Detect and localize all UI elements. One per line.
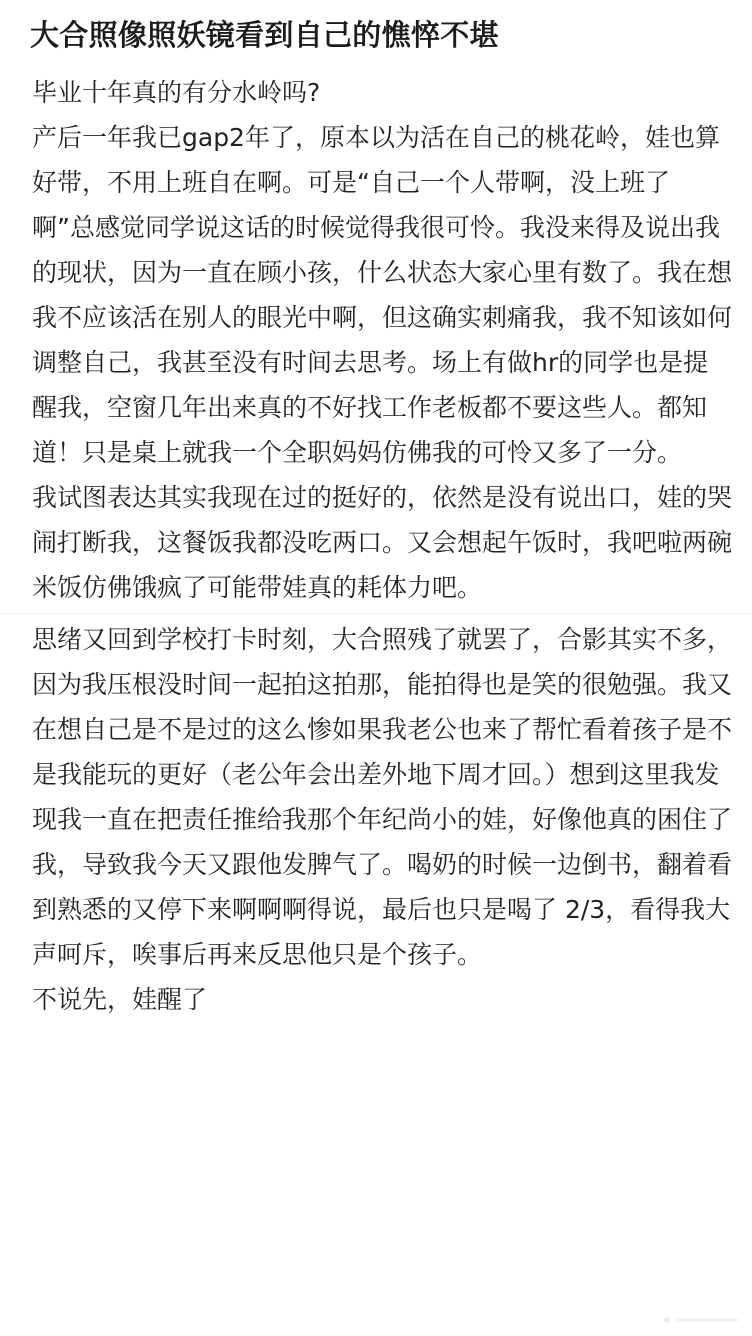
watermark-dot-icon [664, 1317, 670, 1323]
post-paragraph: 产后一年我已gap2年了，原本以为活在自己的桃花岭，娃也算好带，不用上班自在啊。可是“自己一个人带啊，没上班了啊”总感觉同学说这话的时候觉得我很可怜。我没来得及说出我的现状，因为一直在顾小孩，什么状态大家心里有数了。我在想我不应该活在别人的眼光中啊，但这确实刺痛我，我不知该如何调整自己，我甚至没有时间去思考。场上有做hr的同学也是提醒我，空窗几年出来真的不好找工作老板都不要这些人。都知道！只是桌上就我一个全职妈妈仿佛我的可怜又多了一分。 [32, 123, 733, 467]
post-paragraph: 思绪又回到学校打卡时刻，大合照残了就罢了，合影其实不多，因为我压根没时间一起拍这拍那，能拍得也是笑的很勉强。我又在想自己是不是过的这么惨如果我老公也来了帮忙看着孩子是不是我能玩的更好（老公年会出差外地下周才回。）想到这里我发现我一直在把责任推给我那个年纪尚小的娃，好像他真的困住了我，导致我今天又跟他发脾气了。喝奶的时候一边倒书，翻着看到熟悉的又停下来啊啊啊得说，最后也只是喝了 2/3，看得我大声呵斥，唉事后再来反思他只是个孩子。 [32, 625, 733, 969]
watermark-bar-icon [674, 1318, 738, 1322]
watermark-icon [664, 1312, 738, 1328]
post-title: 大合照像照妖镜看到自己的憔悴不堪 [30, 18, 499, 52]
post-paragraph: 我试图表达其实我现在过的挺好的，依然是没有说出口，娃的哭闹打断我，这餐饭我都没吃两口。又会想起午饭时，我吧啦两碗米饭仿佛饿疯了可能带娃真的耗体力吧。 [32, 483, 733, 602]
post-body [32, 70, 732, 1022]
post-paragraph: 毕业十年真的有分水岭吗? [32, 78, 321, 107]
section-divider [0, 613, 752, 614]
post-paragraph: 不说先，娃醒了 [32, 985, 208, 1014]
